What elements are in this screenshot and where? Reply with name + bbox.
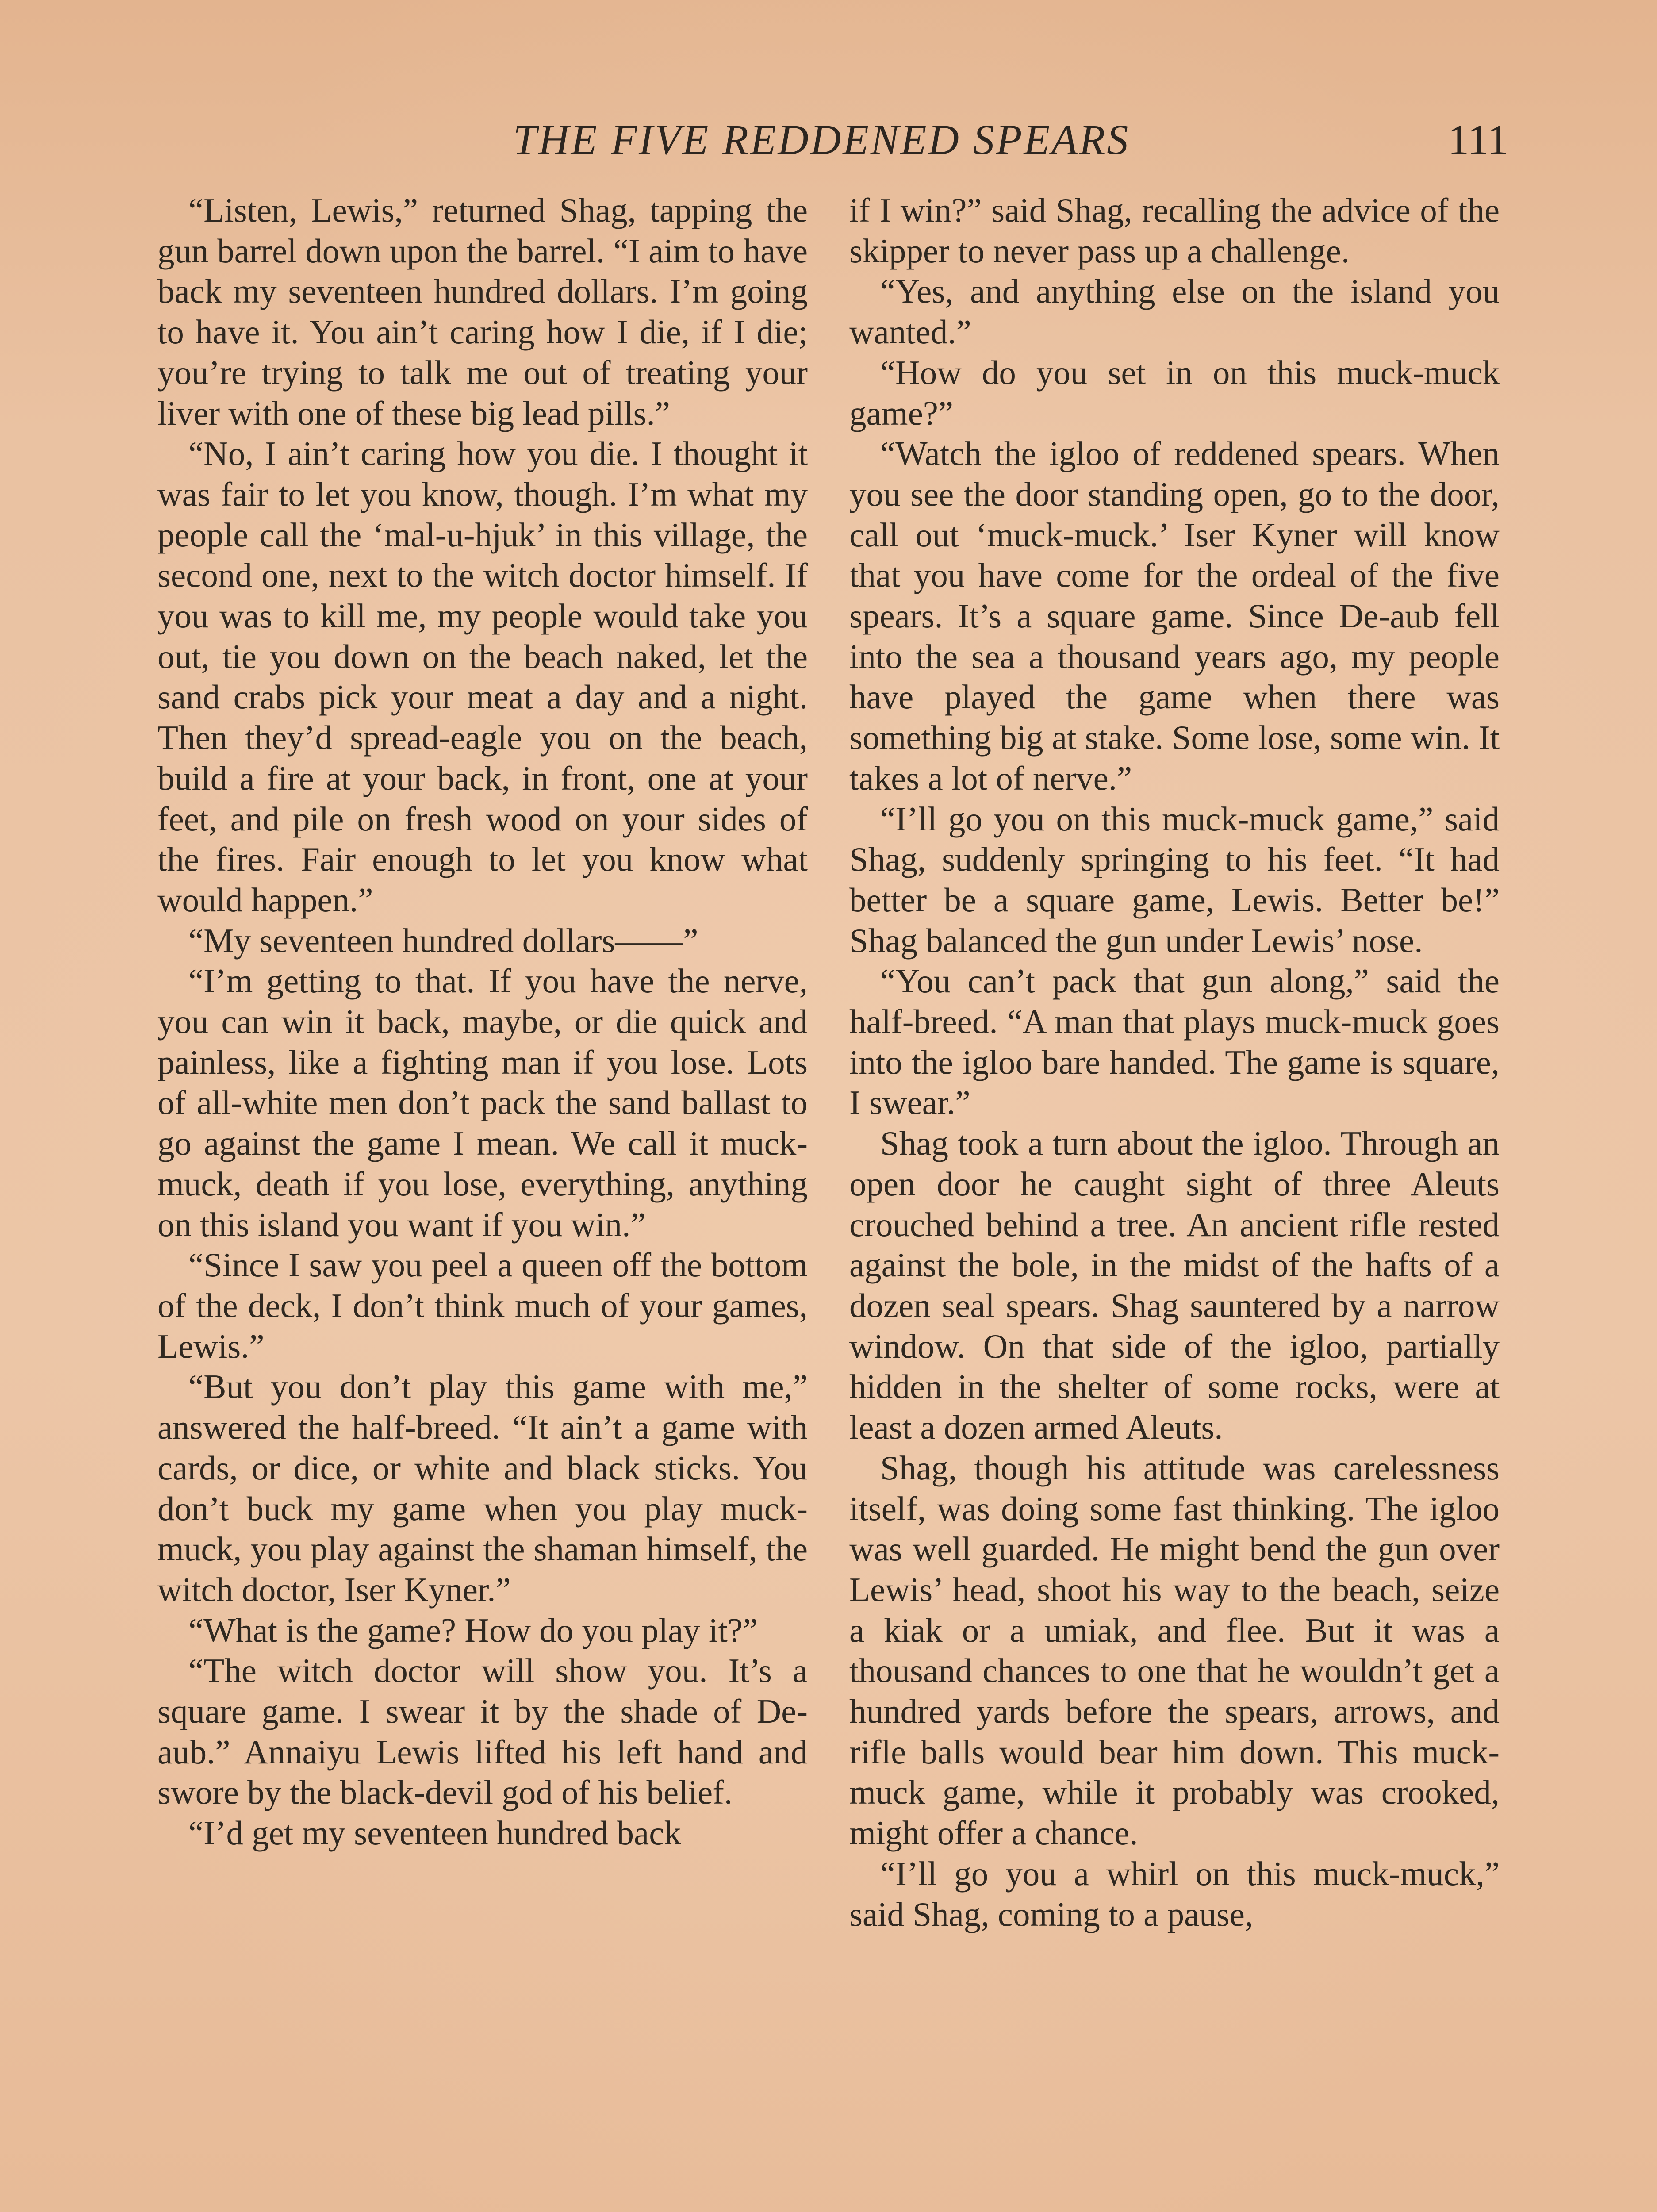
page-header <box>159 111 1508 177</box>
paragraph: Shag, though his attitude was carelessness itself, was doing some fast thinking. The igloo was well guarded. He might bend the gun over Lewis’ head, shoot his way to the beach, seize a kiak or a umiak, and flee. But it was a thousand chances to one that he wouldn’t get a hundred yards before the spears, arrows, and rifle balls would bear him down. This muck-muck game, while it probably was crooked, might offer a chance. <box>849 1448 1500 1852</box>
paragraph: “Yes, and anything else on the island you wanted.” <box>849 272 1500 351</box>
paragraph: “But you don’t play this game with me,” answered the half-breed. “It ain’t a game with cards, or dice, or white and black sticks. You don’t buck my game when you play muck-muck, you play against the shaman himself, the witch doctor, Iser Kyner.” <box>157 1367 808 1609</box>
paragraph: “I’ll go you on this muck-muck game,” said Shag, suddenly springing to his feet. “It had better be a square game, Lewis. Better be!” Shag balanced the gun under Lewis’ nose. <box>849 799 1500 960</box>
paragraph: “No, I ain’t caring how you die. I thought it was fair to let you know, though. I’m what my people call the ‘mal-u-hjuk’ in this village, the second one, next to the witch doctor himself. If you was to kill me, my people would take you out, tie you down on the beach naked, let the sand crabs pick your meat a day and a night. Then they’d spread-eagle you on the beach, build a fire at your back, in front, one at your feet, and pile on fresh wood on your sides of the fires. Fair enough to let you know what would happen.” <box>157 434 808 919</box>
paragraph: “I’d get my seventeen hundred back <box>188 1814 681 1852</box>
paragraph: Shag took a turn about the igloo. Through an open door he caught sight of three Aleuts crouched behind a tree. An ancient rifle rested against the bole, in the midst of the hafts of a dozen seal spears. Shag sauntered by a narrow window. On that side of the igloo, partially hidden in the shelter of some rocks, were at least a dozen armed Aleuts. <box>849 1124 1500 1447</box>
continued-paragraph: if I win?” said Shag, recalling the advice of the skipper to never pass up a challenge. <box>849 191 1500 270</box>
paragraph: “I’m getting to that. If you have the nerve, you can win it back, maybe, or die quick and painless, like a fighting man if you lose. Lots of all-white men don’t pack the sand ballast to go against the game I mean. We call it muck-muck, death if you lose, everything, anything on this island you want if you win.” <box>157 962 808 1244</box>
paragraph: “Listen, Lewis,” returned Shag, tapping the gun barrel down upon the barrel. “I aim to have back my seventeen hundred dollars. I’m going to have it. You ain’t caring how I die, if I die; you’re trying to talk me out of treating your liver with one of these big lead pills.” <box>157 191 808 432</box>
paragraph: “What is the game? How do you play it?” <box>188 1611 758 1649</box>
paragraph: “The witch doctor will show you. It’s a square game. I swear it by the shade of De-aub.” Annaiyu Lewis lifted his left hand and swore by the black-devil god of his belief. <box>157 1651 808 1812</box>
paragraph: “Since I saw you peel a queen off the bottom of the deck, I don’t think much of your games, Lewis.” <box>157 1246 808 1365</box>
paragraph: “Watch the igloo of reddened spears. When you see the door standing open, go to the door, call out ‘muck-muck.’ Iser Kyner will know that you have come for the ordeal of the five spears. It’s a square game. Since De-aub fell into the sea a thousand years ago, my people have played the game when there was something big at stake. Some lose, some win. It takes a lot of nerve.” <box>849 434 1500 797</box>
right-column <box>849 190 1500 1935</box>
left-column <box>157 190 808 1854</box>
paragraph: “How do you set in on this muck-muck game?” <box>849 353 1500 432</box>
running-title: THE FIVE REDDENED SPEARS <box>513 116 1130 163</box>
paragraph: “I’ll go you a whirl on this muck-muck,” said Shag, coming to a pause, <box>849 1854 1500 1933</box>
page-number: 111 <box>1448 116 1508 163</box>
paragraph: “My seventeen hundred dollars——” <box>188 921 698 960</box>
paragraph: “You can’t pack that gun along,” said the half-breed. “A man that plays muck-muck goes into the igloo bare handed. The game is square, I swear.” <box>849 962 1500 1122</box>
